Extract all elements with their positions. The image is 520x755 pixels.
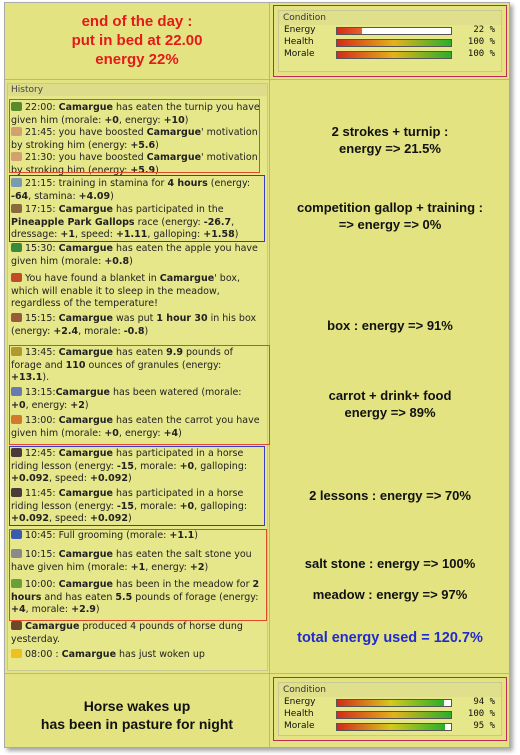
- condition-bar: [336, 711, 452, 719]
- condition-panel: [278, 682, 502, 736]
- energy-note-line: meadow : energy => 97%: [312, 587, 468, 602]
- energy-note-line: energy => 89%: [344, 405, 436, 420]
- history-entry-text: 21:30: you have boosted Camargue' motivation by stroking him (energy: +5.9): [11, 152, 258, 176]
- history-entry-text: 12:45: Camargue has participated in a horse riding lesson (energy: -15, morale: +0, galloping: +0.092, speed: +0.092): [11, 448, 248, 485]
- history-entry: [11, 313, 261, 338]
- history-entry-text: 21:15: training in stamina for 4 hours (energy: -64, stamina: +4.09): [11, 178, 251, 202]
- history-entry-text: 10:15: Camargue has eaten the salt stone you have given him (morale: +1, energy: +2): [11, 549, 252, 573]
- condition-percent: 100 %: [467, 709, 495, 719]
- history-title: History: [8, 84, 267, 96]
- condition-bar-fill: [337, 700, 444, 706]
- apple-icon: [11, 243, 22, 252]
- condition-bar: [336, 723, 452, 731]
- history-entry: [11, 621, 261, 646]
- energy-note: [271, 123, 509, 157]
- history-entry-text: 15:15: Camargue was put 1 hour 30 in his box (energy: +2.4, morale: -0.8): [11, 313, 257, 337]
- history-entry-text: You have found a blanket in Camargue' box, which will enable it to sleep in the meadow, regardless of the temperature!: [11, 273, 240, 310]
- history-entry-text: Camargue produced 4 pounds of horse dung yesterday.: [11, 621, 243, 645]
- energy-note-line: total energy used = 120.7%: [297, 630, 483, 646]
- condition-row-health: [279, 37, 501, 49]
- condition-percent: 100 %: [467, 37, 495, 47]
- condition-box-bottom: [273, 677, 507, 741]
- end-of-day-note: [5, 12, 269, 69]
- box-icon: [11, 313, 22, 322]
- history-entry-text: 22:00: Camargue has eaten the turnip you have given him (morale: +0, energy: +10): [11, 102, 260, 126]
- condition-box-top: [273, 5, 507, 77]
- row-divider-top: [5, 79, 509, 80]
- condition-percent: 95 %: [473, 721, 495, 731]
- history-entry-text: 13:00: Camargue has eaten the carrot you have given him (morale: +0, energy: +4): [11, 415, 260, 439]
- annotated-screenshot-panel: [4, 2, 510, 748]
- energy-note-line: 2 strokes + turnip :: [331, 124, 449, 139]
- condition-bar: [336, 51, 452, 59]
- history-entry-text: 13:15:Camargue has been watered (morale: +0, energy: +2): [11, 387, 242, 411]
- condition-label: Energy: [284, 697, 316, 707]
- energy-note: [271, 387, 509, 421]
- condition-label: Health: [284, 709, 314, 719]
- history-entry: [11, 273, 261, 311]
- highlight-lessons: [9, 446, 265, 526]
- energy-note-line: competition gallop + training :: [297, 200, 483, 215]
- sun-icon: [11, 649, 22, 658]
- end-of-day-line-1: end of the day :: [81, 13, 193, 30]
- condition-row-energy: [279, 25, 501, 37]
- condition-bar: [336, 27, 452, 35]
- condition-title: Condition: [279, 683, 501, 697]
- energy-note-line: box : energy => 91%: [327, 318, 453, 333]
- blanket-icon: [11, 273, 22, 282]
- end-of-day-line-3: energy 22%: [95, 51, 179, 68]
- condition-bar-fill: [337, 712, 451, 718]
- condition-bar-fill: [337, 724, 445, 730]
- history-entry-text: 17:15: Camargue has participated in the Pineapple Park Gallops race (energy: -26.7, dressage: +1, speed: +1.11, galloping: +1.58): [11, 204, 239, 241]
- condition-label: Morale: [284, 49, 315, 59]
- energy-note: [271, 487, 509, 504]
- condition-percent: 100 %: [467, 49, 495, 59]
- wake-up-line-2: has been in pasture for night: [40, 716, 234, 732]
- highlight-training-race: [9, 175, 265, 242]
- condition-percent: 94 %: [473, 697, 495, 707]
- history-entry-text: 11:45: Camargue has participated in a horse riding lesson (energy: -15, morale: +0, galloping: +0.092, speed: +0.092): [11, 488, 248, 525]
- history-entry-text: 15:30: Camargue has eaten the apple you have given him (morale: +0.8): [11, 243, 258, 267]
- energy-note-line: => energy => 0%: [338, 217, 442, 232]
- energy-note-line: energy => 21.5%: [339, 141, 441, 156]
- condition-row-health: [279, 709, 501, 721]
- condition-label: Energy: [284, 25, 316, 35]
- energy-note-line: carrot + drink+ food: [328, 388, 452, 403]
- energy-note-line: 2 lessons : energy => 70%: [309, 488, 471, 503]
- highlight-morning: [9, 529, 267, 621]
- condition-label: Morale: [284, 721, 315, 731]
- total-energy-note: [271, 630, 509, 647]
- history-entry-text: 08:00 : Camargue has just woken up: [25, 649, 205, 660]
- condition-row-morale: [279, 49, 501, 61]
- history-entry: [11, 243, 261, 268]
- condition-percent: 22 %: [473, 25, 495, 35]
- energy-note-line: salt stone : energy => 100%: [304, 556, 476, 571]
- condition-row-energy: [279, 697, 501, 709]
- energy-note: [271, 586, 509, 603]
- energy-note: [271, 555, 509, 572]
- history-entry-text: 10:00: Camargue has been in the meadow for 2 hours and has eaten 5.5 pounds of forage (energy: +4, morale: +2.9): [11, 579, 260, 616]
- wake-up-note: [5, 697, 269, 733]
- condition-bar-fill: [337, 40, 451, 46]
- energy-note: [271, 317, 509, 334]
- history-entry-text: 10:45: Full grooming (morale: +1.1): [25, 530, 198, 541]
- end-of-day-line-2: put in bed at 22.00: [71, 32, 203, 49]
- condition-row-morale: [279, 721, 501, 733]
- dung-icon: [11, 621, 22, 630]
- row-divider-bottom: [5, 673, 509, 674]
- history-entry-text: 21:45: you have boosted Camargue' motivation by stroking him (energy: +5.6): [11, 127, 258, 151]
- condition-bar-fill: [337, 52, 451, 58]
- highlight-meals: [9, 345, 270, 445]
- condition-bar: [336, 699, 452, 707]
- history-entry-text: 13:45: Camargue has eaten 9.9 pounds of forage and 110 ounces of granules (energy: +13.1).: [11, 347, 234, 384]
- energy-note: [271, 199, 509, 233]
- wake-up-line-1: Horse wakes up: [83, 698, 191, 714]
- condition-panel: [278, 10, 502, 72]
- condition-bar: [336, 39, 452, 47]
- condition-title: Condition: [279, 11, 501, 25]
- condition-bar-fill: [337, 28, 362, 34]
- highlight-evening: [9, 99, 260, 173]
- condition-label: Health: [284, 37, 314, 47]
- history-entry: [11, 649, 261, 662]
